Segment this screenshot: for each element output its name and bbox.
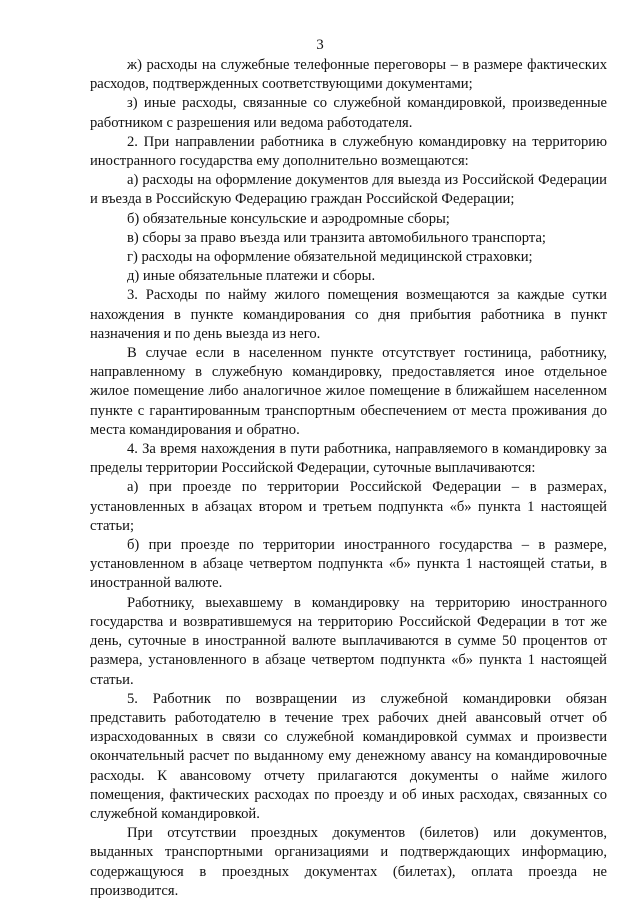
paragraph-4-same-day-return: Работнику, выехавшему в командировку на территорию иностранного государства и возвратившемуся на территорию Российской Федерации в тот же день, суточные в иностранной валюте выплачиваются в сумме 50 процентов от размера, установленного в абзаце четвертом подпункта «б» пункта 1 настоящей статьи.: [90, 594, 607, 688]
paragraph-2v-vehicle-fees: в) сборы за право въезда или транзита автомобильного транспорта;: [127, 229, 546, 246]
paragraph-4b-foreign-travel: б) при проезде по территории иностранного государства – в размере, установленном в абзаце четвертом подпункта «б» пункта 1 настоящей статьи, в иностранной валюте.: [90, 537, 607, 592]
paragraph-2b-consular-fees: б) обязательные консульские и аэродромные сборы;: [127, 210, 450, 227]
paragraph-2d-other-payments: д) иные обязательные платежи и сборы.: [127, 268, 376, 285]
paragraph-z-other-expenses: з) иные расходы, связанные со служебной командировкой, произведенные работником с разрешения или ведома работодателя.: [90, 95, 607, 131]
paragraph-3-no-hotel: В случае если в населенном пункте отсутствует гостиница, работнику, направленному в служебную командировку, предоставляется иное отдельное жилое помещение либо аналогичное жилое помещение в ближайшем населенном пункте с гарантированным транспортным обеспечением от места проживания до места командирования и обратно.: [90, 345, 607, 438]
paragraph-2a-documents: а) расходы на оформление документов для выезда из Российской Федерации и въезда в Российскую Федерацию граждан Российской Федерации;: [90, 172, 607, 208]
document-body: [90, 56, 607, 901]
paragraph-zh-phone-expenses: ж) расходы на служебные телефонные переговоры – в размере фактических расходов, подтвержденных соответствующими документами;: [90, 57, 607, 93]
paragraph-4-travel-per-diem: 4. За время нахождения в пути работника, направляемого в командировку за пределы территории Российской Федерации, суточные выплачиваются:: [90, 441, 607, 477]
paragraph-5-no-tickets: При отсутствии проездных документов (билетов) или документов, выданных транспортными организациями и подтверждающих информацию, содержащуюся в проездных документах (билетах), оплата проезда не производится.: [90, 825, 607, 899]
page-number: 3: [316, 37, 324, 53]
paragraph-4a-domestic-travel: а) при проезде по территории Российской Федерации – в размерах, установленных в абзацах втором и третьем подпункта «б» пункта 1 настоящей статьи;: [90, 479, 607, 534]
paragraph-2-foreign-trip: 2. При направлении работника в служебную командировку на территорию иностранного государства ему дополнительно возмещаются:: [90, 133, 607, 170]
paragraph-2g-medical-insurance: г) расходы на оформление обязательной медицинской страховки;: [127, 249, 533, 266]
paragraph-3-housing: 3. Расходы по найму жилого помещения возмещаются за каждые сутки нахождения в пункте командирования со дня прибытия работника в пункт назначения и по день выезда из него.: [90, 287, 607, 342]
paragraph-5-expense-report: 5. Работник по возвращении из служебной командировки обязан представить работодателю в течение трех рабочих дней авансовый отчет об израсходованных в связи со служебной командировкой суммах и произвести окончательный расчет по выданному ему денежному авансу на командировочные расходы. К авансовому отчету прилагаются документы о найме жилого помещения, фактических расходах по проезду и об иных расходах, связанных со служебной командировкой.: [90, 690, 607, 822]
